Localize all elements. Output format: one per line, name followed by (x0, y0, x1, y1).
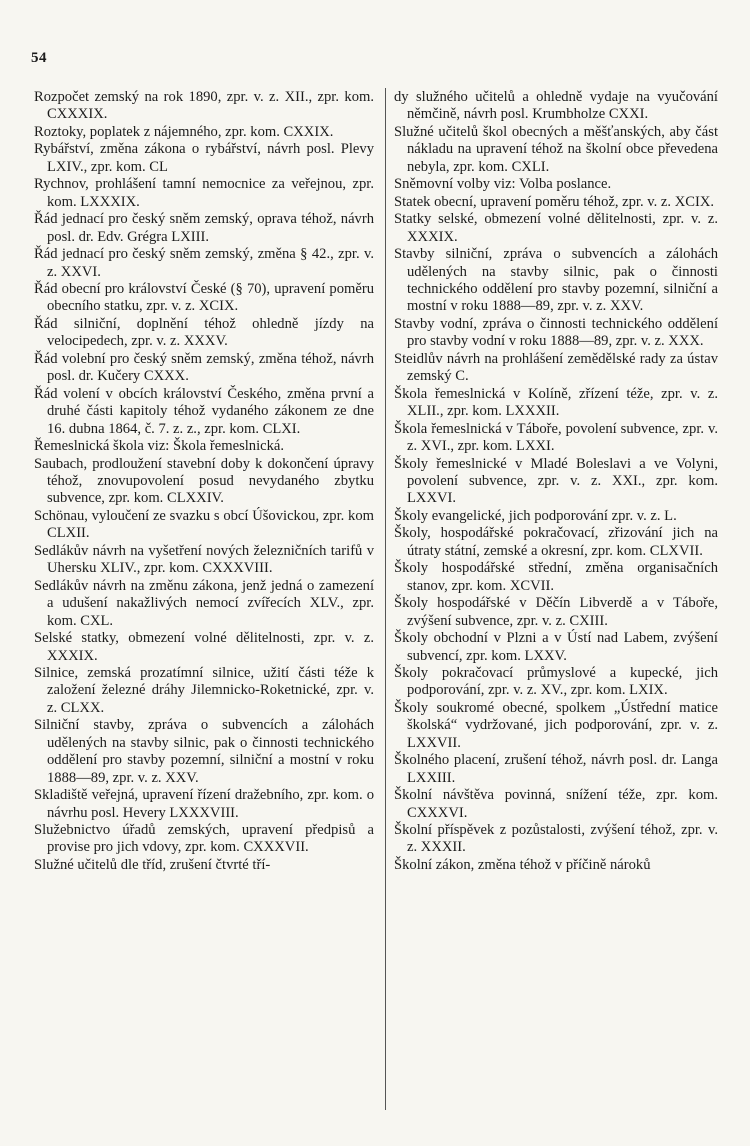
index-entry: Selské statky, obmezení volné dělitelnosti, zpr. v. z. XXXIX. (34, 630, 374, 664)
right-column (394, 89, 718, 874)
index-entry: dy služného učitelů a ohledně vydaje na vyučování němčině, návrh posl. Krumbholze CXXI. (394, 89, 718, 123)
index-entry: Saubach, prodloužení stavební doby k dokončení úpravy téhož, znovupovolení posud nevydaného zbytku subvence, zpr. kom. CLXXIV. (34, 455, 374, 507)
index-entry: Silnice, zemská prozatímní silnice, užití části téže k založení železné dráhy Jilemnicko-Roketnické, zpr. v. z. CLXX. (34, 664, 374, 716)
left-column (34, 89, 374, 874)
index-entry: Roztoky, poplatek z nájemného, zpr. kom. CXXIX. (34, 123, 334, 140)
index-entry: Řemeslnická škola viz: Škola řemeslnická. (34, 438, 285, 455)
index-entry: Školy obchodní v Plzni a v Ústí nad Labem, zvýšení subvencí, zpr. kom. LXXV. (394, 630, 718, 664)
index-entry: Stavby silniční, zpráva o subvencích a zálohách udělených na stavby silnic, pak o činnosti technického oddělení pro stavby pozemní, silniční a mostní v roku 1888—89, zpr. v. z. XXV. (394, 246, 718, 315)
index-entry: Statky selské, obmezení volné dělitelnosti, zpr. v. z. XXXIX. (394, 211, 718, 245)
index-entry: Řád volení v obcích království Českého, změna první a druhé části kapitoly téhož vydaného zákonem ze dne 16. dubna 1864, č. 7. z. z., zpr. kom. CLXI. (34, 385, 374, 437)
index-entry: Řád obecní pro království České (§ 70), upravení poměru obecního statku, zpr. v. z. XCIX. (34, 280, 374, 315)
index-entry: Služné učitelů dle tříd, zrušení čtvrté tří- (34, 856, 271, 873)
index-entry: Školného placení, zrušení téhož, návrh posl. dr. Langa LXXIII. (394, 752, 718, 786)
index-entry: Školní příspěvek z pozůstalosti, zvýšení téhož, zpr. v. z. XXXII. (394, 822, 718, 856)
index-entry: Škola řemeslnická v Kolíně, zřízení téže, zpr. v. z. XLII., zpr. kom. LXXXII. (394, 385, 718, 420)
index-entry: Řád jednací pro český sněm zemský, změna § 42., zpr. v. z. XXVI. (34, 246, 374, 280)
index-entry: Schönau, vyloučení ze svazku s obcí Úšovickou, zpr. kom CLXII. (34, 507, 374, 542)
index-entry: Sedlákův návrh na vyšetření nových železničních tarifů v Uhersku XLIV., zpr. kom. CXXXVIII. (34, 542, 374, 577)
index-entry: Školy hospodářské střední, změna organisačních stanov, zpr. kom. XCVII. (394, 560, 718, 594)
index-entry: Škola řemeslnická v Táboře, povolení subvence, zpr. v. z. XVI., zpr. kom. LXXI. (394, 420, 718, 455)
index-entry: Školy pokračovací průmyslové a kupecké, jich podporování, zpr. v. z. XV., zpr. kom. LXIX. (394, 664, 718, 699)
index-entry: Školy, hospodářské pokračovací, zřizování jich na útraty státní, zemské a okresní, zpr. kom. CLXVII. (394, 525, 718, 559)
index-entry: Rybářství, změna zákona o rybářství, návrh posl. Plevy LXIV., zpr. kom. CL (34, 141, 374, 175)
index-entry: Řád volební pro český sněm zemský, změna téhož, návrh posl. dr. Kučery CXXX. (34, 350, 374, 385)
index-entry: Statek obecní, upravení poměru téhož, zpr. v. z. XCIX. (394, 193, 715, 210)
index-entry: Řád jednací pro český sněm zemský, oprava téhož, návrh posl. dr. Edv. Grégra LXIII. (34, 211, 374, 245)
page-number: 54 (31, 50, 47, 66)
index-entry: Řád silniční, doplnění téhož ohledně jízdy na velocipedech, zpr. v. z. XXXV. (34, 315, 374, 350)
index-entry: Sněmovní volby viz: Volba poslance. (394, 176, 612, 193)
index-entry: Školy řemeslnické v Mladé Boleslavi a ve Volyni, povolení subvence, zpr. v. z. XXI., zpr. kom. LXXVI. (394, 455, 718, 507)
index-entry: Rychnov, prohlášení tamní nemocnice za veřejnou, zpr. kom. LXXXIX. (34, 176, 374, 210)
index-entry: Sedlákův návrh na změnu zákona, jenž jedná o zamezení a udušení nakažlivých nemocí zvířecích XLV., zpr. kom. CXL. (34, 577, 374, 629)
index-entry: Školní zákon, změna téhož v příčině nároků (394, 856, 651, 873)
index-entry: Školy hospodářské v Děčín Libverdě a v Táboře, zvýšení subvence, zpr. v. z. CXIII. (394, 595, 718, 629)
index-entry: Steidlův návrh na prohlášení zemědělské rady za ústav zemský C. (394, 350, 718, 385)
column-divider (385, 88, 386, 1110)
index-entry: Silniční stavby, zpráva o subvencích a zálohách udělených na stavby silnic, pak o činnosti technického oddělení pro stavby pozemní, silniční a mostní v roku 1888—89, zpr. v. z. XXV. (34, 717, 374, 786)
index-entry: Rozpočet zemský na rok 1890, zpr. v. z. XII., zpr. kom. CXXXIX. (34, 89, 374, 123)
index-entry: Školní návštěva povinná, snížení téže, zpr. kom. CXXXVI. (394, 787, 718, 821)
index-entry: Služné učitelů škol obecných a měšťanských, aby část nákladu na upravení téhož na školní obce převedena nebyla, zpr. kom. CXLI. (394, 123, 718, 175)
index-entry: Školy soukromé obecné, spolkem „Ústřední matice školská“ vydržované, jich podporování, zpr. v. z. LXXVII. (394, 699, 718, 751)
index-entry: Stavby vodní, zpráva o činnosti technického oddělení pro stavby vodní v roku 1888—89, zpr. v. z. XXX. (394, 315, 718, 350)
index-entry: Služebnictvo úřadů zemských, upravení předpisů a provise pro jich vdovy, zpr. kom. CXXXVII. (34, 822, 374, 856)
index-entry: Skladiště veřejná, upravení řízení dražebního, zpr. kom. o návrhu posl. Hevery LXXXVIII. (34, 787, 374, 821)
index-entry: Školy evangelické, jich podporování zpr. v. z. L. (394, 507, 677, 524)
